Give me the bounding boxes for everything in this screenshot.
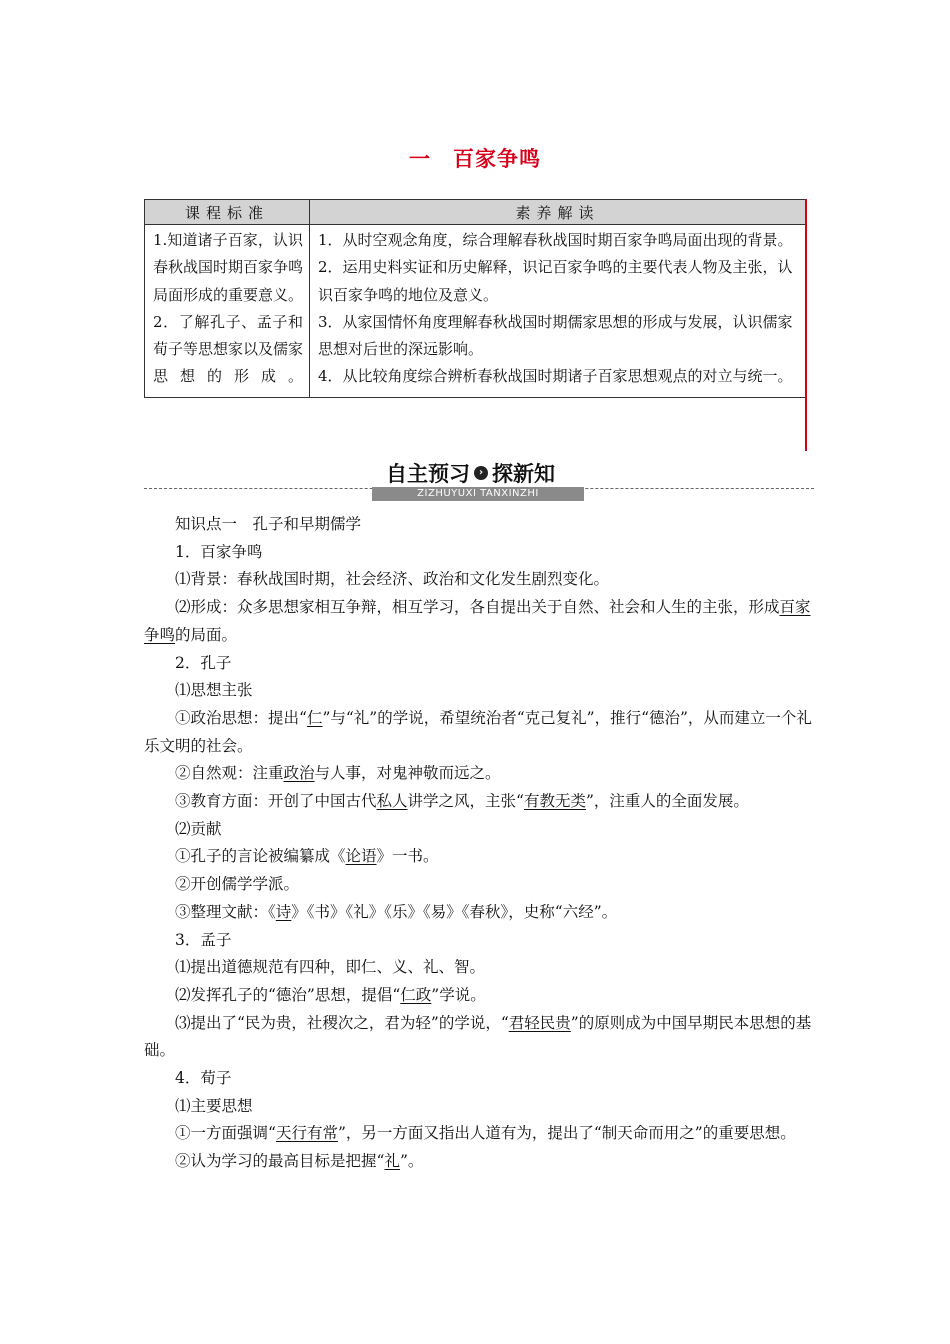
- text: ⑵发挥孔子的“德治”思想，提倡“: [175, 985, 401, 1004]
- literacy-item: 4．从比较角度综合辨析春秋战国时期诸子百家思想观点的对立与统一。: [318, 367, 793, 386]
- answer-blank: 有教无类: [523, 792, 586, 811]
- section-heading: 1．百家争鸣: [175, 542, 263, 561]
- sub-heading: ⑵贡献: [175, 819, 222, 838]
- answer-blank: 君轻民贵: [508, 1013, 571, 1032]
- text: ③教育方面：开创了中国古代: [175, 792, 377, 811]
- section-heading: 2．孔子: [175, 653, 232, 672]
- banner-subtitle: ZIZHUYUXI TANXINZHI: [372, 487, 584, 501]
- standard-cell: [145, 225, 310, 398]
- text: ①孔子的言论被编纂成《: [175, 847, 346, 866]
- text: ②认为学习的最高目标是把握“: [175, 1152, 385, 1171]
- literacy-item: 3．从家国情怀角度理解春秋战国时期儒家思想的形成与发展，认识儒家思想对后世的深远影响。: [318, 312, 793, 359]
- paragraph: [144, 1120, 816, 1148]
- main-content: [144, 511, 816, 1176]
- sub-heading: ⑴主要思想: [175, 1096, 253, 1115]
- section-banner: [0, 458, 950, 498]
- paragraph: [144, 843, 816, 871]
- paragraph: [144, 1010, 816, 1065]
- text: ②自然观：注重: [175, 764, 284, 783]
- sub-heading: ⑴思想主张: [175, 681, 253, 700]
- section-heading: 3．孟子: [175, 930, 232, 949]
- answer-blank: 礼: [384, 1152, 400, 1171]
- text: ①一方面强调“: [175, 1124, 276, 1143]
- arrow-right-icon: ›: [474, 466, 488, 480]
- answer-blank: 诗: [275, 902, 292, 921]
- paragraph: ⑴提出道德规范有四种，即仁、义、礼、智。: [175, 958, 486, 977]
- text: ①政治思想：提出“: [175, 708, 307, 727]
- text: ⑵形成：众多思想家相互争辩，相互学习，各自提出关于自然、社会和人生的主张，形成: [175, 598, 780, 617]
- answer-blank: 私人: [376, 792, 408, 811]
- paragraph: [144, 899, 816, 927]
- page-title: 一 百家争鸣: [409, 147, 541, 171]
- paragraph: [144, 1148, 816, 1176]
- paragraph: [144, 594, 816, 649]
- paragraph: [144, 705, 816, 760]
- text: ”与“礼”的学说，希望统治者“克己复礼”，推行“德治”，从而建立一个礼乐文明的社会。: [144, 708, 812, 755]
- answer-blank: 天行有常: [275, 1124, 338, 1143]
- paragraph: [144, 760, 816, 788]
- knowledge-point-heading: 知识点一 孔子和早期儒学: [175, 515, 362, 533]
- table-header-row: [145, 200, 806, 225]
- text: ”的原则成为中国早期民本思想的基础。: [144, 1013, 812, 1060]
- header-curriculum-standard: 课程标准: [145, 200, 310, 225]
- text: ⑶提出了“民为贵，社稷次之，君为轻”的学说，“: [175, 1013, 509, 1032]
- text: 的局面。: [175, 625, 238, 644]
- text: 与人事，对鬼神敬而远之。: [314, 764, 501, 783]
- answer-blank: 政治: [283, 764, 315, 783]
- banner-right-text: 探新知: [492, 462, 555, 486]
- text: ”。: [399, 1152, 424, 1171]
- text: 》《书》《礼》《乐》《易》《春秋》，史称“六经”。: [291, 902, 618, 921]
- banner-title: [386, 458, 555, 488]
- table-row: [145, 225, 806, 398]
- paragraph: ⑴背景：春秋战国时期，社会经济、政治和文化发生剧烈变化。: [175, 570, 610, 589]
- literacy-item: 2．运用史料实证和历史解释，识记百家争鸣的主要代表人物及主张，认识百家争鸣的地位及意义。: [318, 258, 793, 304]
- text: ③整理文献：《: [175, 902, 276, 921]
- answer-blank: 仁: [306, 708, 323, 727]
- standard-item: 1.知道诸子百家，认识春秋战国时期百家争鸣局面形成的重要意义。: [153, 231, 304, 304]
- text: ”学说。: [431, 985, 486, 1004]
- answer-blank: 仁政: [400, 985, 432, 1004]
- paragraph: [144, 788, 816, 816]
- section-heading: 4．荀子: [175, 1069, 232, 1088]
- answer-blank: 论语: [345, 847, 377, 866]
- standard-item: 2．了解孔子、孟子和荀子等思想家以及儒家思想的形成。: [153, 312, 304, 386]
- paragraph: [144, 982, 816, 1010]
- banner-left-text: 自主预习: [386, 462, 470, 486]
- paragraph: ②开创儒学学派。: [175, 875, 300, 894]
- text: ”，另一方面又指出人道有为，提出了“制天命而用之”的重要思想。: [337, 1124, 796, 1143]
- answer-blank: 百家争鸣: [144, 598, 811, 644]
- text: 》一书。: [376, 847, 439, 866]
- curriculum-table: [144, 199, 806, 398]
- text: 讲学之风，主张“: [407, 792, 524, 811]
- table-edge-marker: [805, 199, 807, 451]
- text: ”，注重人的全面发展。: [585, 792, 749, 811]
- literacy-item: 1．从时空观念角度，综合理解春秋战国时期百家争鸣局面出现的背景。: [318, 231, 793, 249]
- header-literacy-interpretation: 素养解读: [310, 200, 806, 225]
- literacy-cell: [310, 225, 806, 398]
